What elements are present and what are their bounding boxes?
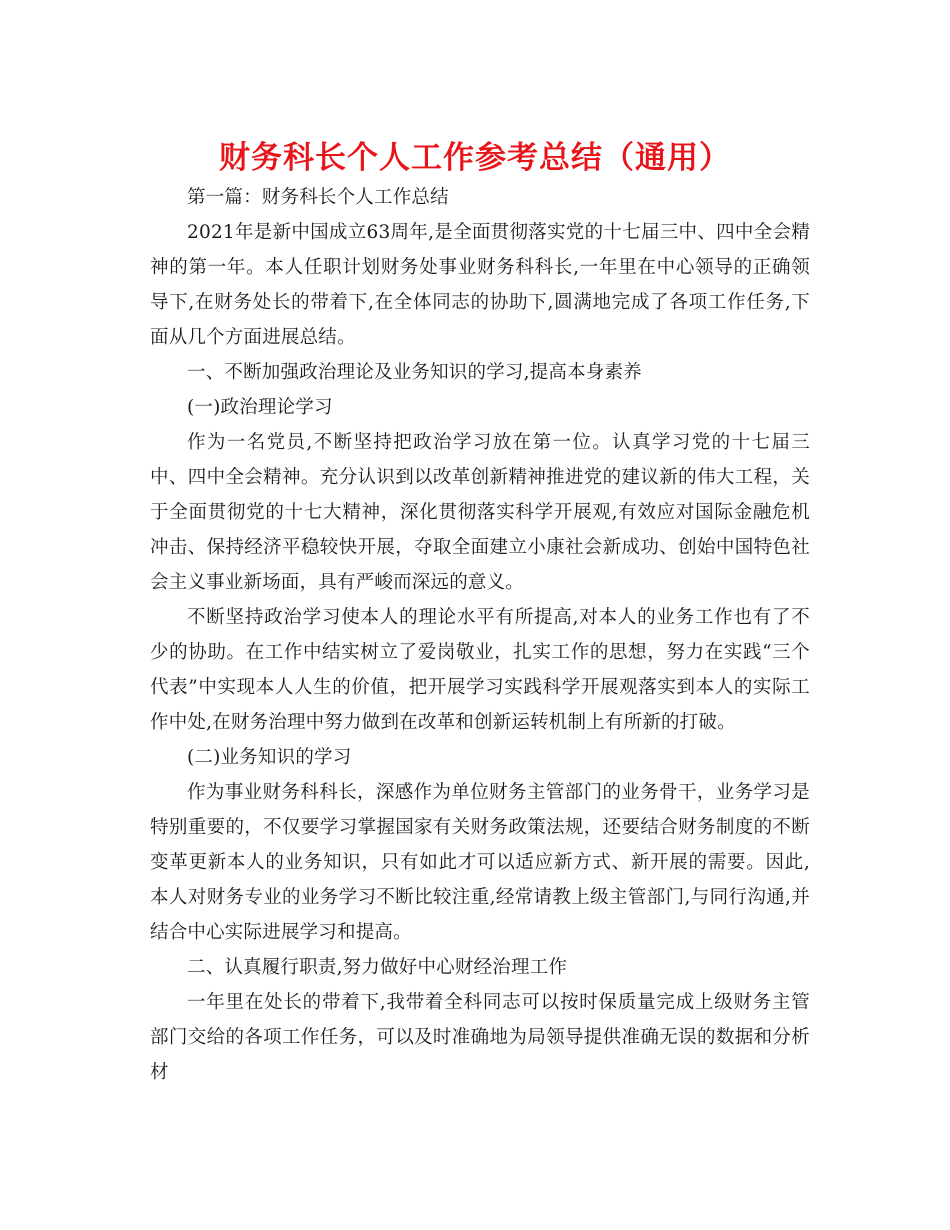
paragraph-business-study: 作为事业财务科科长，深感作为单位财务主管部门的业务骨干，业务学习是特别重要的，不仅要学习掌握国家有关财务政策法规，还要结合财务制度的不断变革更新本人的业务知识，只有如此才可以适应新方式、新开展的需要。因此,本人对财务专业的业务学习不断比较注重,经常请教上级主管部门,与同行沟通,并结合中心实际进展学习和提高。 [150,782,810,943]
subsection-heading-political-theory: (一)政治理论学习 [187,397,333,418]
section-heading-one: 一、不断加强政治理论及业务知识的学习,提高本身素养 [187,362,642,383]
document-title: 财务科长个人工作参考总结（通用） [219,140,731,176]
document-body [150,180,810,1090]
paragraph-study-benefits: 不断坚持政治学习使本人的理论水平有所提高,对本人的业务工作也有了不少的协助。在工作中结实树立了爱岗敬业，扎实工作的思想，努力在实践“三个代表”中实现本人人生的价值，把开展学习实践科学开展观落实到本人的实际工作中处,在财务治理中努力做到在改革和创新运转机制上有所新的打破。 [150,607,810,733]
paragraph-intro: 2021年是新中国成立63周年,是全面贯彻落实党的十七届三中、四中全会精神的第一年。本人任职计划财务处事业财务科科长,一年里在中心领导的正确领导下,在财务处长的带着下,在全体同志的协助下,圆满地完成了各项工作任务,下面从几个方面进展总结。 [150,222,810,348]
subsection-heading-business-knowledge: (二)业务知识的学习 [187,747,352,768]
paragraph-duties: 一年里在处长的带着下,我带着全科同志可以按时保质量完成上级财务主管部门交给的各项工作任务，可以及时准确地为局领导提供准确无误的数据和分析材 [150,992,810,1083]
section-heading-two: 二、认真履行职责,努力做好中心财经治理工作 [187,957,568,978]
section-heading-part-one: 第一篇：财务科长个人工作总结 [187,187,449,208]
paragraph-political-study: 作为一名党员,不断坚持把政治学习放在第一位。认真学习党的十七届三中、四中全会精神。充分认识到以改革创新精神推进党的建议新的伟大工程，关于全面贯彻党的十七大精神，深化贯彻落实科学开展观,有效应对国际金融危机冲击、保持经济平稳较快开展，夺取全面建立小康社会新成功、创始中国特色社会主义事业新场面，具有严峻而深远的意义。 [150,432,810,593]
